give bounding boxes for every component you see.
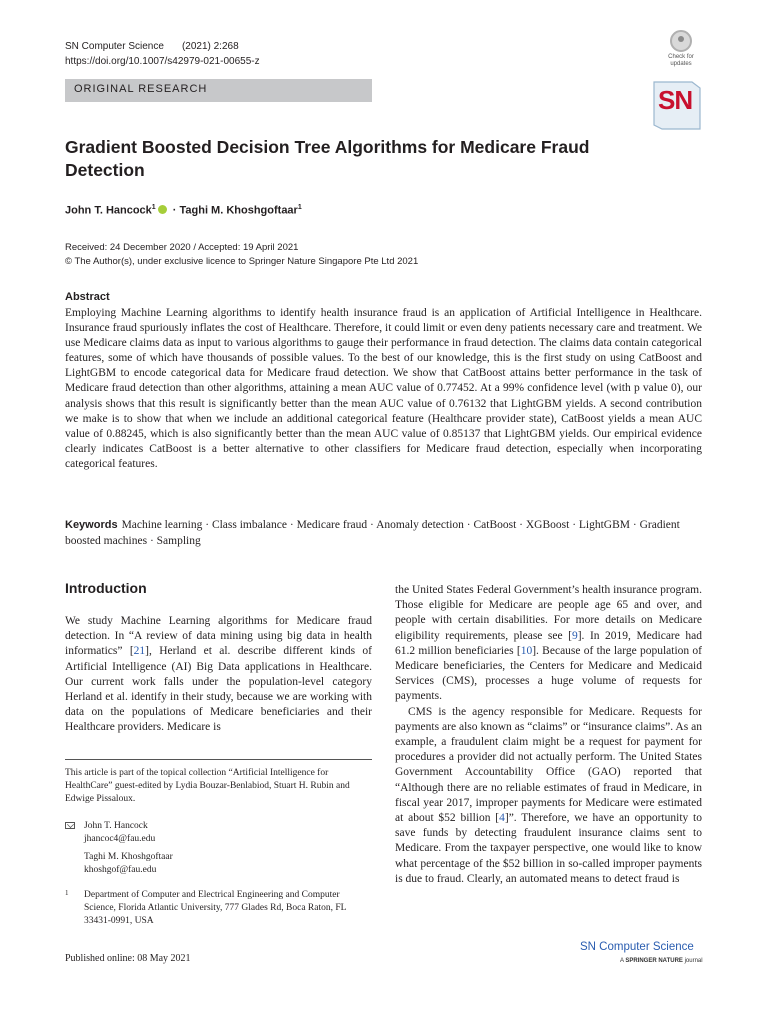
author-name[interactable]: John T. Hancock bbox=[65, 204, 152, 217]
logo-text: SN bbox=[658, 85, 693, 115]
citation-link[interactable]: 9 bbox=[571, 629, 578, 642]
badge-label: ORIGINAL RESEARCH bbox=[74, 83, 208, 95]
paragraph-text: ], Herland et al. describe different kinds of Artificial Intelligence (AI) Big Data applications in Healthcare. Our current work falls under the population-level category Herland et al. identify in their study, because we are working with data on the populations of Medicare beneficiaries and their Healthcare providers. Medicare is bbox=[65, 645, 372, 734]
paragraph bbox=[65, 614, 372, 736]
copyright: © The Author(s), under exclusive licence to Springer Nature Singapore Pte Ltd 2021 bbox=[65, 256, 419, 267]
paragraph bbox=[395, 705, 702, 887]
corresponding-author-2 bbox=[84, 851, 173, 877]
affiliation-marker: 1 bbox=[151, 204, 156, 211]
sn-journal-logo bbox=[652, 80, 702, 130]
publisher-prefix: A bbox=[620, 958, 626, 964]
publisher-line bbox=[620, 958, 703, 964]
paragraph-text: We study Machine Learning algorithms for Medicare fraud detection. In “A review of data mining using big data in health informatics” [ bbox=[65, 615, 372, 658]
affiliation-marker: 1 bbox=[297, 204, 302, 211]
article-type-badge bbox=[65, 79, 372, 102]
citation: (2021) 2:268 bbox=[181, 41, 239, 52]
keywords-list: Machine learning · Class imbalance · Medicare fraud · Anomaly detection · CatBoost · XGBoost · LightGBM · Gradient boosted machines · Sampling bbox=[65, 519, 680, 547]
topical-collection-footnote: This article is part of the topical collection “Artificial Intelligence for HealthCare” guest-edited by Lydia Bouzar-Benlabiod, Stuart H. Rubin and Edwige Pissaloux. bbox=[65, 768, 350, 804]
author-line bbox=[65, 204, 302, 217]
footer-journal-name[interactable]: SN Computer Science bbox=[580, 941, 694, 953]
published-online-date: Published online: 08 May 2021 bbox=[65, 953, 191, 964]
right-column-text bbox=[395, 583, 702, 887]
section-heading-introduction: Introduction bbox=[65, 580, 147, 596]
author-separator: · bbox=[169, 204, 180, 217]
article-history bbox=[65, 241, 418, 269]
journal-name: SN Computer Science bbox=[65, 41, 164, 52]
paragraph-text: ]. Because of the large population of Medicare beneficiaries, the Centers for Medicare and Medicaid Services (CMS), processes a huge volume of requests for payments. bbox=[395, 644, 702, 703]
publisher-suffix: journal bbox=[682, 958, 703, 964]
citation-link[interactable]: 10 bbox=[520, 644, 533, 657]
keywords-heading: Keywords bbox=[65, 519, 118, 531]
left-column-text bbox=[65, 614, 372, 736]
envelope-icon bbox=[65, 822, 75, 829]
orcid-icon[interactable] bbox=[158, 205, 167, 214]
corresponding-author-1 bbox=[84, 820, 155, 846]
author-name: John T. Hancock bbox=[84, 821, 148, 831]
paragraph-text: CMS is the agency responsible for Medicare. Requests for payments are also known as “claims” or “insurance claims”. As an example, a fraudulent claim might be a request for payment for procedures a provider did not actually perform. The United States Government Accountability Office (GAO) reported that “Although there are no reliable estimates of fraud in Medicare, in fiscal year 2017, improper payments for Medicare were estimated at about $52 billion [ bbox=[395, 705, 702, 825]
journal-citation-line bbox=[65, 41, 257, 52]
email-link[interactable]: khoshgof@fau.edu bbox=[84, 865, 157, 875]
check-updates-label: Check for updates bbox=[668, 54, 694, 67]
paragraph bbox=[395, 583, 702, 705]
paragraph-text: ]”. Therefore, we have an opportunity to save funds by detecting fraudulent insurance claims sent to Medicare. From the taxpayer perspective, one would like to know what percentage of the $52 billion in so-called improper payments is due to fraud. Clearly, an automated means to detect fraud is bbox=[395, 812, 702, 885]
check-for-updates-button[interactable] bbox=[660, 30, 702, 70]
publisher-name: SPRINGER NATURE bbox=[625, 958, 683, 964]
affiliation-number: 1 bbox=[65, 889, 69, 897]
citation-link[interactable]: 21 bbox=[133, 645, 146, 658]
paragraph-text: ]. In 2019, Medicare had 61.2 million beneficiaries [ bbox=[395, 629, 702, 657]
abstract-text: Employing Machine Learning algorithms to identify health insurance fraud is an application of Artificial Intelligence in Healthcare. Insurance fraud spuriously inflates the cost of Healthcare. Therefore, it could limit or even deny patients necessary care and treatment. We use Medicare claims data as input to various algorithms to gauge their performance in fraud detection. The claims data contain categorical features, some of which have thousands of possible values. To the best of our knowledge, this is the first study on using CatBoost and LightGBM to encode categorical data for Medicare fraud detection. We show that CatBoost attains better performance in the task of Medicare fraud detection than other algorithms, attaining a mean AUC value of 0.77452. At a 99% confidence level (with p value 0), our analysis shows that this result is significantly better than the mean AUC value of 0.76132 that LightGBM yields. A second contribution we make is to show that when we include an additional categorical feature (Healthcare provider state), CatBoost yields a mean AUC value of 0.88245, which is also significantly better than the mean AUC value of 0.85137 that LightGBM yields. Our empirical evidence clearly indicates CatBoost is a better alternative to other classifiers for Medicare fraud detection, especially when incorporating categorical features. bbox=[65, 307, 702, 470]
author-name[interactable]: Taghi M. Khoshgoftaar bbox=[179, 204, 298, 217]
email-link[interactable]: jhancoc4@fau.edu bbox=[84, 834, 156, 844]
affiliation-text: Department of Computer and Electrical Engineering and Computer Science, Florida Atlantic University, 777 Glades Rd, Boca Raton, FL 33431-0991, USA bbox=[84, 890, 347, 926]
abstract-heading: Abstract bbox=[65, 291, 110, 303]
paragraph-text: the United States Federal Government’s health insurance program. Those eligible for Medicare are people age 65 and over, and people with certain disabilities. For more details on Medicare eligibility requirements, please see [ bbox=[395, 584, 702, 642]
author-name: Taghi M. Khoshgoftaar bbox=[84, 852, 173, 862]
article-title: Gradient Boosted Decision Tree Algorithms for Medicare Fraud Detection bbox=[65, 137, 590, 180]
footnote-divider bbox=[65, 759, 372, 760]
bookmark-icon bbox=[670, 30, 692, 52]
received-accepted: Received: 24 December 2020 / Accepted: 19 April 2021 bbox=[65, 242, 299, 253]
citation-link[interactable]: 4 bbox=[499, 812, 505, 825]
keywords bbox=[65, 518, 702, 549]
doi-link[interactable]: https://doi.org/10.1007/s42979-021-00655-z bbox=[65, 56, 260, 67]
